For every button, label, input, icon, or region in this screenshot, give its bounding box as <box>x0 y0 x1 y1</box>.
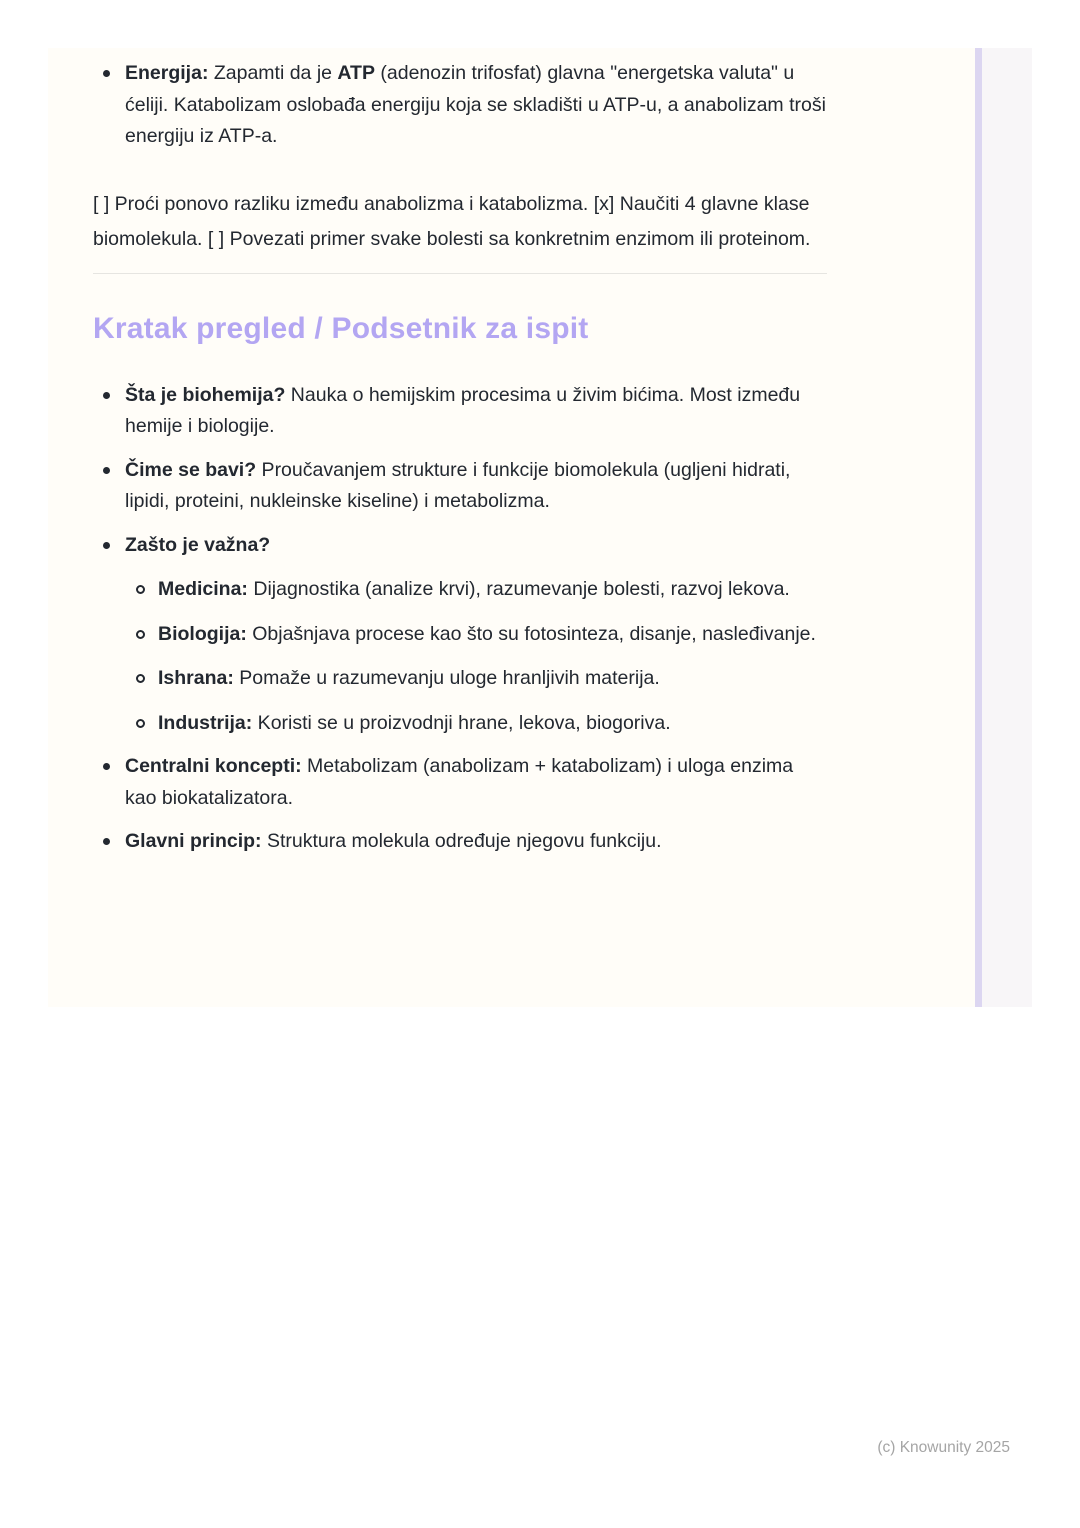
list-item-zasto-je-vazna <box>93 530 827 740</box>
text-segment: Proučavanjem strukture i funkcije biomolekula (ugljeni hidrati, lipidi, proteini, nukleinske kiseline) i metabolizma. <box>125 458 791 512</box>
copyright-note: (c) Knowunity 2025 <box>877 1439 1010 1456</box>
bold-segment: Industrija: <box>158 711 253 734</box>
text-segment: Metabolizam (anabolizam + katabolizam) i uloga enzima kao biokatalizatora. <box>125 755 794 809</box>
bold-segment: Čime se bavi? <box>125 458 257 481</box>
bold-segment: Biologija: <box>158 622 247 645</box>
text-segment: Dijagnostika (analize krvi), razumevanje bolesti, razvoj lekova. <box>247 578 790 600</box>
sublist-item-medicina <box>125 574 827 606</box>
list-item-text <box>125 534 270 556</box>
circle-bullet-icon <box>136 719 145 728</box>
bold-segment: Energija: <box>125 62 209 84</box>
section-divider <box>93 273 827 274</box>
circle-bullet-icon <box>136 585 145 594</box>
bold-segment: Medicina: <box>158 578 248 600</box>
text-segment: Objašnjava procese kao što su fotosinteza, disanje, nasleđivanje. <box>246 622 816 645</box>
list-item-text <box>125 62 826 147</box>
next-page-edge-panel <box>982 48 1032 1007</box>
text-segment: (adenozin trifosfat) glavna "energetska valuta" u ćeliji. Katabolizam oslobađa energiju koja se skladišti u ATP-u, a anabolizam troši energiju iz ATP-a. <box>125 62 826 147</box>
list-item-glavni-princip <box>93 826 827 858</box>
list-item-centralni-koncepti <box>93 751 827 814</box>
sublist-item-industrija <box>125 708 827 740</box>
circle-bullet-icon <box>136 630 145 639</box>
bold-segment: Ishrana: <box>158 667 234 689</box>
circle-bullet-icon <box>136 674 145 683</box>
importance-sublist <box>125 574 827 739</box>
bullet-icon <box>103 542 110 549</box>
list-item-cime-se-bavi <box>93 455 827 518</box>
list-item-text <box>158 712 671 734</box>
list-item-text <box>158 667 660 689</box>
text-segment: Koristi se u proizvodnji hrane, lekova, biogoriva. <box>252 711 671 734</box>
text-segment: Nauka o hemijskim procesima u živim bićima. Most između hemije i biologije. <box>125 383 801 437</box>
list-item-energija <box>93 58 827 153</box>
bold-segment: Centralni koncepti: <box>125 755 302 777</box>
overview-list <box>93 380 827 858</box>
bullet-icon <box>103 467 110 474</box>
bullet-icon <box>103 763 110 770</box>
list-item-sta-je-biohemija <box>93 380 827 443</box>
sublist-item-biologija <box>125 619 827 651</box>
list-item-text <box>158 578 790 600</box>
list-item-text <box>125 384 800 438</box>
bold-segment: Glavni princip: <box>125 830 262 852</box>
bold-segment: Šta je biohemija? <box>125 383 286 406</box>
list-item-text <box>125 755 793 809</box>
bullet-icon <box>103 70 110 77</box>
list-item-text <box>158 623 816 645</box>
bullet-icon <box>103 392 110 399</box>
list-item-text <box>125 459 790 513</box>
sublist-item-ishrana <box>125 663 827 695</box>
energy-list <box>93 58 827 153</box>
text-segment: Zapamti da je <box>208 62 338 84</box>
notes-page-card <box>48 48 975 1007</box>
bullet-icon <box>103 838 110 845</box>
text-segment: Pomaže u razumevanju uloge hranljivih materija. <box>233 667 660 689</box>
notes-content <box>93 58 827 858</box>
section-heading: Kratak pregled / Podsetnik za ispit <box>93 311 589 345</box>
bold-segment: ATP <box>337 62 375 84</box>
list-item-text <box>125 830 662 852</box>
bold-segment: Zašto je važna? <box>125 533 271 556</box>
page-edge-accent-bar <box>975 48 982 1007</box>
checklist-paragraph: [ ] Proći ponovo razliku između anabolizma i katabolizma. [x] Naučiti 4 glavne klase biomolekula. [ ] Povezati primer svake bolesti sa konkretnim enzimom ili proteinom. <box>93 192 811 250</box>
text-segment: Struktura molekula određuje njegovu funkciju. <box>261 830 662 852</box>
